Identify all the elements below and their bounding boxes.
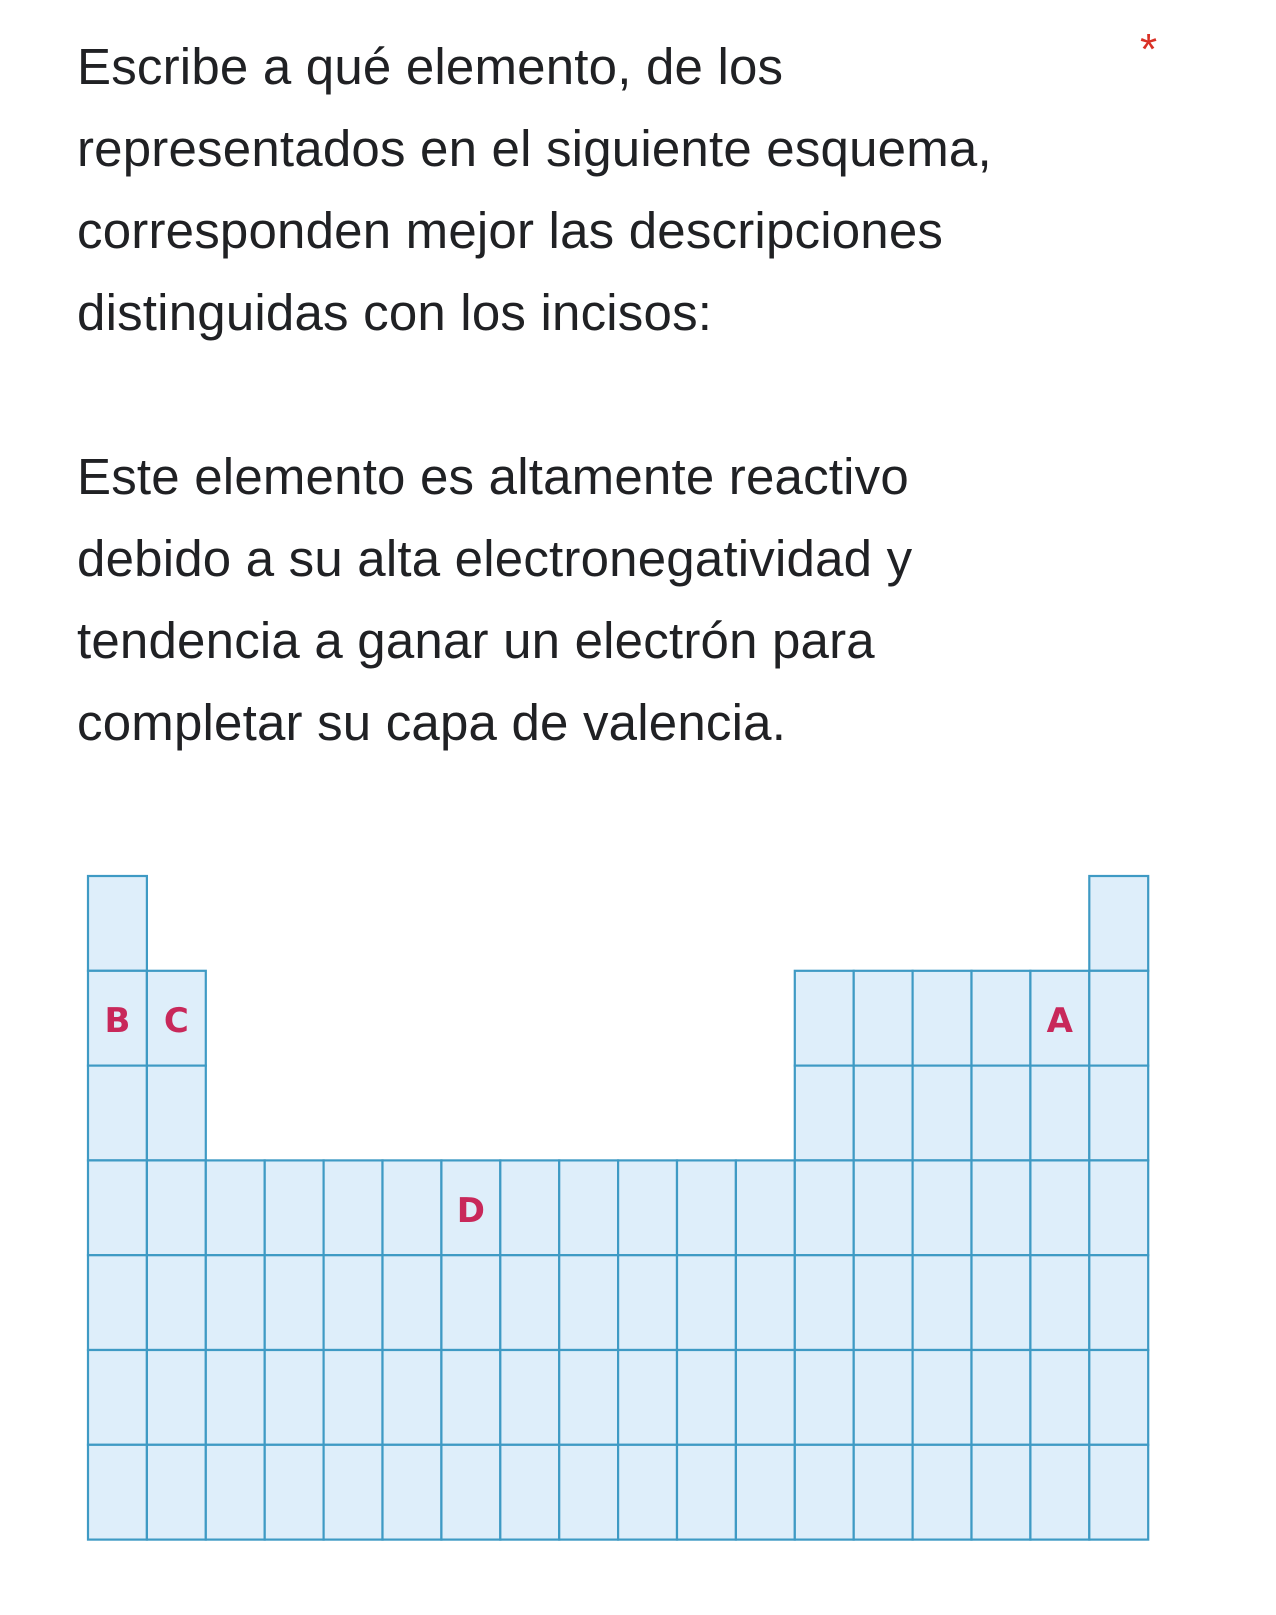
table-cell (972, 971, 1031, 1066)
table-cell (88, 1350, 147, 1445)
table-cell (206, 1160, 265, 1255)
table-cell (500, 1255, 559, 1350)
table-cell (736, 1445, 795, 1540)
table-cell (383, 1160, 442, 1255)
table-cell (559, 1160, 618, 1255)
table-cell (1030, 1066, 1089, 1161)
table-cell (559, 1350, 618, 1445)
table-cell (88, 1445, 147, 1540)
table-cell (206, 1445, 265, 1540)
question-title-line: distinguidas con los incisos: (77, 284, 713, 341)
table-cell (1089, 876, 1148, 971)
table-cell (618, 1255, 677, 1350)
table-cell (265, 1160, 324, 1255)
table-cell (736, 1350, 795, 1445)
table-cell (854, 1255, 913, 1350)
table-cell (88, 1255, 147, 1350)
table-cell (383, 1255, 442, 1350)
table-cell (618, 1160, 677, 1255)
table-cell (500, 1350, 559, 1445)
required-asterisk-icon: * (1140, 25, 1158, 74)
table-cell (1089, 1066, 1148, 1161)
table-cell (383, 1350, 442, 1445)
table-cell (383, 1445, 442, 1540)
question-title-line: corresponden mejor las descripciones (77, 202, 944, 259)
table-cell (913, 1066, 972, 1161)
table-cell (972, 1445, 1031, 1540)
table-cell (618, 1445, 677, 1540)
table-cell (441, 1350, 500, 1445)
question-description (77, 436, 1077, 764)
table-cell (1030, 1445, 1089, 1540)
table-cell (1089, 1445, 1148, 1540)
table-cell (265, 1350, 324, 1445)
element-label-c: C (163, 1001, 189, 1042)
question-description-line: Este elemento es altamente reactivo (77, 448, 909, 505)
table-cell (618, 1350, 677, 1445)
element-label-d: D (456, 1190, 485, 1231)
table-cell (206, 1350, 265, 1445)
table-cell (1089, 1255, 1148, 1350)
table-cell (913, 1255, 972, 1350)
table-cell (795, 971, 854, 1066)
table-cell (677, 1445, 736, 1540)
table-cell (441, 1445, 500, 1540)
table-cell (795, 1350, 854, 1445)
table-cell (677, 1255, 736, 1350)
table-cell (265, 1255, 324, 1350)
table-cell (88, 1066, 147, 1161)
table-cell (795, 1066, 854, 1161)
question-title-line: representados en el siguiente esquema, (77, 120, 992, 177)
table-cell (736, 1255, 795, 1350)
table-cell (854, 1445, 913, 1540)
table-cell (972, 1255, 1031, 1350)
table-cell (265, 1445, 324, 1540)
table-cell (147, 1255, 206, 1350)
element-label-a: A (1046, 1001, 1074, 1042)
table-cell (324, 1445, 383, 1540)
table-cell (972, 1160, 1031, 1255)
table-cell (147, 1160, 206, 1255)
table-cell (1089, 1350, 1148, 1445)
table-cell (206, 1255, 265, 1350)
table-cell (88, 876, 147, 971)
table-cell (854, 971, 913, 1066)
table-cell (913, 1445, 972, 1540)
table-cell (559, 1255, 618, 1350)
table-cell (1030, 1350, 1089, 1445)
table-cell (1089, 1160, 1148, 1255)
table-cell (324, 1160, 383, 1255)
table-cell (88, 1160, 147, 1255)
table-cell (1089, 971, 1148, 1066)
table-cell (500, 1445, 559, 1540)
question-description-line: tendencia a ganar un electrón para (77, 612, 875, 669)
table-cell (854, 1350, 913, 1445)
table-cell (854, 1160, 913, 1255)
table-cell (677, 1160, 736, 1255)
table-cell (677, 1350, 736, 1445)
table-cell (1030, 1160, 1089, 1255)
question-description-line: debido a su alta electronegatividad y (77, 530, 913, 587)
table-cell (795, 1160, 854, 1255)
table-cell (1030, 1255, 1089, 1350)
table-cell (972, 1350, 1031, 1445)
table-cell (736, 1160, 795, 1255)
table-cell (854, 1066, 913, 1161)
table-cell (795, 1255, 854, 1350)
table-cell (795, 1445, 854, 1540)
table-cell (913, 971, 972, 1066)
table-cell (147, 1066, 206, 1161)
table-cell (147, 1445, 206, 1540)
question-title (77, 26, 1077, 354)
table-cell (972, 1066, 1031, 1161)
table-cell (913, 1350, 972, 1445)
table-cell (500, 1160, 559, 1255)
question-description-line: completar su capa de valencia. (77, 694, 787, 751)
table-cell (324, 1255, 383, 1350)
table-cell (559, 1445, 618, 1540)
table-cell (324, 1350, 383, 1445)
table-cell (147, 1350, 206, 1445)
table-cell (441, 1255, 500, 1350)
element-label-b: B (104, 1001, 131, 1042)
periodic-table-image (76, 836, 1166, 1556)
question-title-line: Escribe a qué elemento, de los (77, 38, 784, 95)
table-cell (913, 1160, 972, 1255)
